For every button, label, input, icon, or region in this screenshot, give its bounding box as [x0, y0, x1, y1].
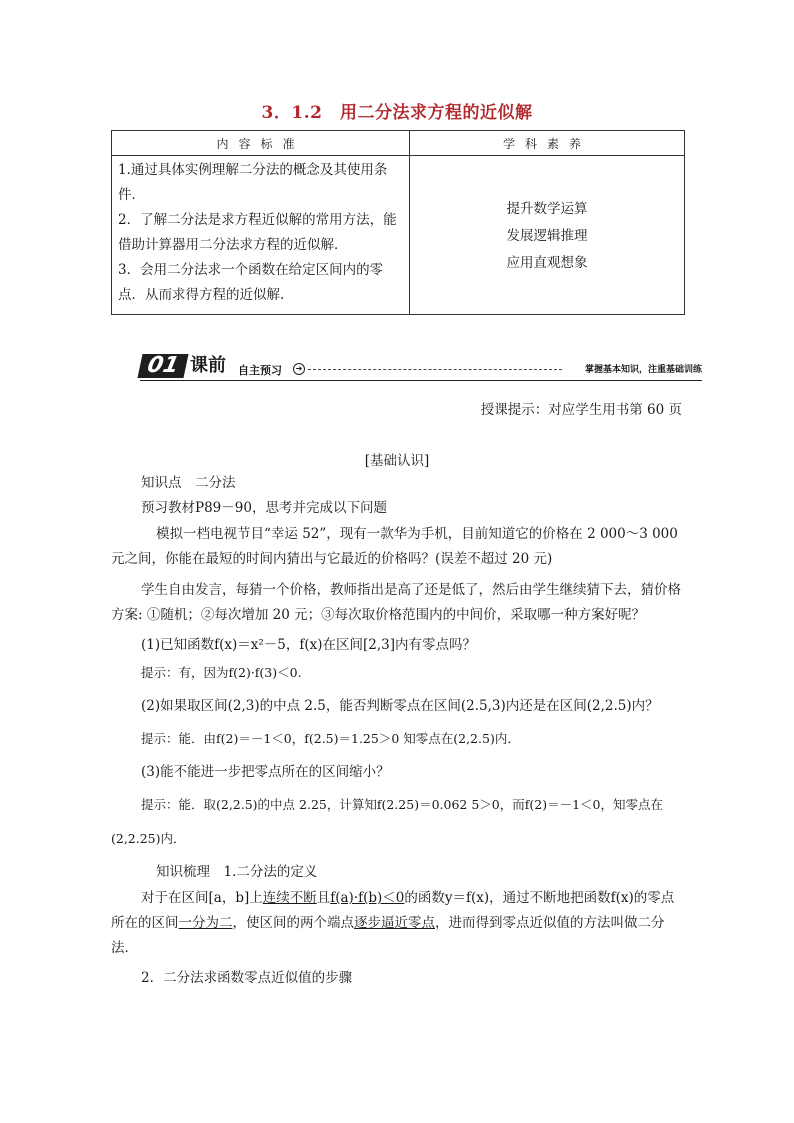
question-2: (2)如果取区间(2,3)的中点 2.5，能否判断零点在区间(2.5,3)内还是在区间(2,2.5)内？	[141, 698, 659, 714]
definition-underlined: 连续不断	[262, 890, 317, 906]
literacy-item: 应用直观想象	[506, 255, 588, 271]
steps-heading: 2．二分法求函数零点近似值的步骤	[141, 970, 353, 986]
paragraph-scenario: 模拟一档电视节目“幸运 52”，现有一款华为手机，目前知道它的价格在 2 000～3 000 元之间，你能在最短的时间内猜出与它最近的价格吗？(误差不超过 20 元)	[111, 526, 678, 567]
arrow-right-icon: ➜	[293, 363, 305, 375]
literacy-item: 发展逻辑推理	[506, 228, 588, 244]
standard-item: 2．了解二分法是求方程近似解的常用方法，能借助计算器用二分法求方程的近似解．	[118, 212, 397, 253]
literacy-cell	[410, 156, 685, 315]
table-header-standards: 内容标准	[112, 131, 410, 156]
teaching-hint: 授课提示：对应学生用书第 60 页	[480, 402, 682, 418]
answer-1: 提示：有，因为f(2)·f(3)＜0.	[141, 665, 302, 680]
banner-number-badge: 01	[137, 354, 188, 378]
banner-title: 课前	[190, 355, 226, 376]
definition-text: ，进而得到零点近似值的方法叫做二分法．	[111, 915, 665, 956]
definition-text: 且	[316, 890, 331, 906]
question-1: (1)已知函数f(x)＝x²－5，f(x)在区间[2,3]内有零点吗？	[141, 637, 477, 653]
literacy-item: 提升数学运算	[506, 201, 588, 217]
banner-dashed-divider	[308, 369, 562, 370]
definition-text: ，使区间的两个端点	[232, 915, 354, 931]
paragraph-discussion: 学生自由发言，每猜一个价格，教师指出是高了还是低了，然后由学生继续猜下去，猜价格方案: ①随机；②每次增加 20 元；③每次取价格范围内的中间价，采取哪一种方案好呢？	[111, 582, 681, 623]
section-banner	[140, 352, 702, 382]
standard-item: 3．会用二分法求一个函数在给定区间内的零点．从而求得方程的近似解.	[118, 262, 384, 303]
definition-underlined: 一分为二	[178, 915, 233, 931]
standards-table	[111, 130, 685, 315]
standards-cell	[112, 156, 410, 315]
table-header-literacy: 学科素养	[410, 131, 685, 156]
answer-3-line1: 提示：能．取(2,2.5)的中点 2.25，计算知f(2.25)＝0.062 5＞0，而f(2)＝－1＜0，知零点在	[141, 797, 663, 812]
banner-subtitle: 自主预习	[238, 364, 282, 377]
page-title: 3．1.2 用二分法求方程的近似解	[261, 103, 533, 123]
definition-underlined: 逐步逼近零点	[354, 915, 435, 931]
answer-3-line2: (2,2.25)内．	[111, 831, 186, 846]
standard-item: 1.通过具体实例理解二分法的概念及其使用条件．	[118, 162, 388, 203]
question-3: (3)能不能进一步把零点所在的区间缩小？	[141, 764, 390, 780]
answer-2: 提示：能．由f(2)＝－1＜0，f(2.5)＝1.25＞0 知零点在(2,2.5)内．	[141, 731, 520, 746]
definition-text: 的函数y＝f(x)，通过不断地把函数f(x)的零点所在的区间	[111, 890, 675, 931]
banner-underline	[140, 380, 702, 381]
bisection-definition	[111, 886, 685, 961]
section-heading: [基础认识]	[364, 453, 430, 469]
definition-text: 对于在区间[a，b]上	[141, 890, 263, 906]
knowledge-combing-heading: 知识梳理 1.二分法的定义	[156, 864, 318, 880]
definition-underlined: f(a)·f(b)＜0	[330, 890, 405, 906]
banner-slogan: 掌握基本知识，注重基础训练	[584, 365, 702, 375]
knowledge-point: 知识点 二分法	[141, 475, 236, 491]
preview-instruction: 预习教材P89－90，思考并完成以下问题	[141, 500, 387, 516]
